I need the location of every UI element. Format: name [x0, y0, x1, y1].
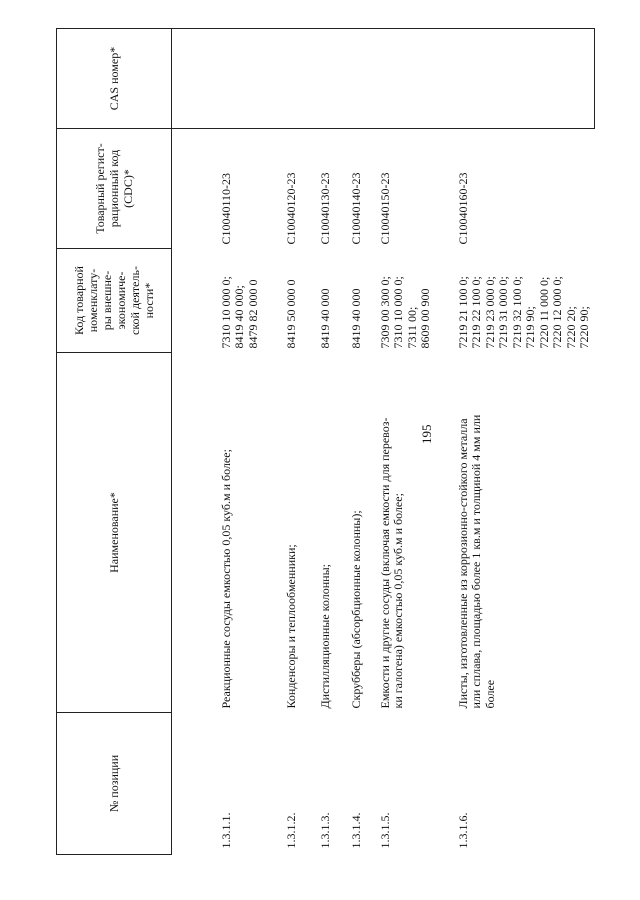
cdc-code: C10040140-23: [348, 172, 363, 245]
page-number: 195: [419, 424, 434, 444]
item-name: Емкости и другие сосуды (включая емкости для перевоз- ки галогена) емкостью 0,05 куб.м и более;: [377, 417, 405, 709]
table-row: [315, 29, 346, 855]
cas-number: [346, 29, 375, 129]
position-number: 1.3.1.5.: [377, 812, 392, 849]
item-name: Скрубберы (абсорбционные колонны);: [348, 510, 363, 709]
table-row: [281, 29, 315, 855]
tn-codes: 8419 40 000: [317, 288, 332, 349]
table-header-row: [57, 29, 172, 855]
cdc-code: C10040110-23: [218, 172, 233, 245]
header-tn-code: Код товарной номенклату- ры внешне- экономиче- ской деятель- ности*: [57, 249, 172, 353]
cdc-code: C10040150-23: [377, 172, 392, 245]
tn-codes: 7219 21 100 0; 7219 22 100 0; 7219 23 000 0; 7219 31 000 0; 7219 32 100 0; 7219 90; 7220 11 000 0; 7220 12 000 0; 7220 20; 7220 90;: [455, 276, 591, 349]
position-number: 1.3.1.4.: [348, 812, 363, 849]
item-name: Дистилляционные колонны;: [317, 564, 332, 709]
goods-table: [56, 28, 595, 855]
cas-number: [375, 29, 453, 129]
table-row: [346, 29, 375, 855]
header-cas: CAS номер*: [57, 29, 172, 129]
item-name: Листы, изготовленные из коррозионно-стойкого металла или сплава, площадью более 1 кв.м и толщиной 4 мм или более: [455, 414, 497, 709]
tn-codes: 8419 40 000: [348, 288, 363, 349]
position-number: 1.3.1.6.: [455, 812, 470, 849]
cdc-code: C10040160-23: [455, 172, 470, 245]
table-row: [453, 29, 595, 855]
position-number: 1.3.1.3.: [317, 812, 332, 849]
cas-number: [281, 29, 315, 129]
cas-number: [453, 29, 595, 129]
header-position-no: № позиции: [57, 713, 172, 855]
cdc-code: C10040130-23: [317, 172, 332, 245]
table-row: [216, 29, 281, 855]
cas-number: [315, 29, 346, 129]
table-row: [375, 29, 453, 855]
tn-codes: 7309 00 300 0; 7310 10 000 0; 7311 00; 8609 00 900: [377, 276, 432, 349]
cdc-code: C10040120-23: [283, 172, 298, 245]
tn-codes: 7310 10 000 0; 8419 40 000; 8479 82 000 0: [218, 276, 260, 349]
rotated-table-wrapper: [56, 29, 598, 855]
cas-number: [216, 29, 281, 129]
tn-codes: 8419 50 000 0: [283, 279, 298, 349]
header-name: Наименование*: [57, 353, 172, 713]
header-cdc-code: Товарный регист- рационный код (CDC)*: [57, 129, 172, 249]
position-number: 1.3.1.1.: [218, 812, 233, 849]
item-name: Конденсоры и теплообменники;: [283, 544, 298, 709]
position-number: 1.3.1.2.: [283, 812, 298, 849]
item-name: Реакционные сосуды емкостью 0,05 куб.м и более;: [218, 449, 233, 709]
